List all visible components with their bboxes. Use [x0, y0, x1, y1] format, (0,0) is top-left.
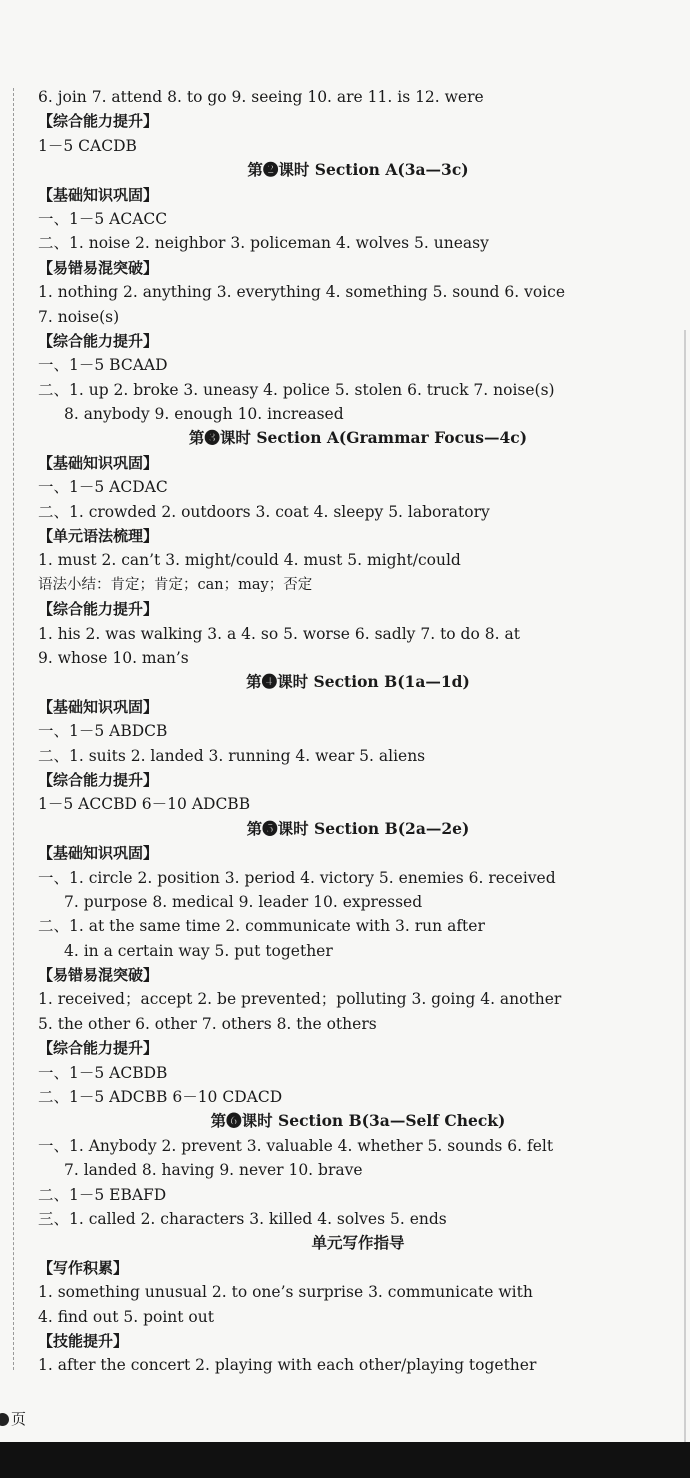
section-heading: 【技能提升】: [38, 1331, 129, 1350]
section-heading: 【综合能力提升】: [38, 600, 159, 619]
scan-bottom-border: [0, 1442, 690, 1478]
answer-line: 1. nothing 2. anything 3. everything 4. something 5. sound 6. voice: [38, 283, 566, 302]
answer-line: 一、1. circle 2. position 3. period 4. victory 5. enemies 6. received: [38, 868, 556, 887]
answer-line-continued: 7. landed 8. having 9. never 10. brave: [64, 1161, 363, 1180]
answer-line: 5. the other 6. other 7. others 8. the others: [38, 1014, 377, 1033]
section-heading: 【综合能力提升】: [38, 331, 159, 350]
answer-key-content: [38, 85, 678, 1378]
lesson-title: 第❹课时 Section B(1a—1d): [246, 672, 470, 692]
answer-line: 一、1－5 ACDAC: [38, 478, 168, 497]
page-edge-line: [684, 330, 686, 1450]
answer-line: 6. join 7. attend 8. to go 9. seeing 10. are 11. is 12. were: [38, 88, 484, 106]
page-label: 页: [11, 1410, 27, 1428]
answer-line: 1. received；accept 2. be prevented；polluting 3. going 4. another: [38, 990, 562, 1009]
page-number: [0, 1408, 26, 1429]
answer-line: 一、1－5 BCAAD: [38, 356, 168, 375]
section-heading: 【综合能力提升】: [38, 1039, 159, 1058]
answer-line: 1－5 ACCBD 6－10 ADCBB: [38, 795, 251, 814]
answer-line: 1. must 2. can’t 3. might/could 4. must 5. might/could: [38, 551, 461, 570]
answer-line: 7. noise(s): [38, 307, 120, 326]
answer-line: 一、1－5 ACACC: [38, 209, 168, 228]
section-heading: 【写作积累】: [38, 1258, 129, 1277]
grammar-summary: 语法小结：肯定；肯定；can；may；否定: [38, 576, 313, 593]
answer-line-continued: 7. purpose 8. medical 9. leader 10. expressed: [64, 892, 423, 911]
answer-line: 三、1. called 2. characters 3. killed 4. solves 5. ends: [38, 1209, 447, 1228]
lesson-title: 第❺课时 Section B(2a—2e): [246, 818, 470, 838]
answer-line: 二、1. at the same time 2. communicate with 3. run after: [38, 917, 485, 936]
answer-line-continued: 8. anybody 9. enough 10. increased: [64, 405, 344, 424]
answer-line: 二、1. suits 2. landed 3. running 4. wear 5. aliens: [38, 746, 426, 765]
section-heading: 【综合能力提升】: [38, 112, 159, 131]
answer-line: 二、1. up 2. broke 3. uneasy 4. police 5. stolen 6. truck 7. noise(s): [38, 380, 555, 399]
answer-line: 二、1－5 EBAFD: [38, 1185, 167, 1204]
answer-line: 一、1. Anybody 2. prevent 3. valuable 4. whether 5. sounds 6. felt: [38, 1136, 554, 1155]
answer-line: 二、1. crowded 2. outdoors 3. coat 4. sleepy 5. laboratory: [38, 502, 490, 521]
answer-line: 1. after the concert 2. playing with each other/playing together: [38, 1356, 537, 1375]
section-heading: 【基础知识巩固】: [38, 185, 159, 204]
section-heading: 【基础知识巩固】: [38, 453, 159, 472]
section-heading: 【基础知识巩固】: [38, 697, 159, 716]
lesson-title: 第❷课时 Section A(3a—3c): [247, 160, 469, 180]
lesson-title: 单元写作指导: [311, 1233, 405, 1253]
margin-dashed-line: [13, 88, 14, 1370]
answer-line-continued: 4. in a certain way 5. put together: [64, 941, 333, 960]
answer-line: 一、1－5 ABDCB: [38, 722, 168, 741]
answer-line: 1. his 2. was walking 3. a 4. so 5. worse 6. sadly 7. to do 8. at: [38, 624, 520, 643]
answer-line: 9. whose 10. man’s: [38, 648, 189, 667]
answer-line: 1－5 CACDB: [38, 136, 137, 155]
page-number-badge-icon: [0, 1413, 9, 1426]
lesson-title: 第❸课时 Section A(Grammar Focus—4c): [188, 428, 528, 448]
answer-line: 二、1－5 ADCBB 6－10 CDACD: [38, 1088, 283, 1107]
section-heading: 【易错易混突破】: [38, 258, 159, 277]
answer-line: 二、1. noise 2. neighbor 3. policeman 4. wolves 5. uneasy: [38, 234, 489, 253]
section-heading: 【单元语法梳理】: [38, 527, 159, 546]
section-heading: 【综合能力提升】: [38, 770, 159, 789]
answer-line: 一、1－5 ACBDB: [38, 1063, 168, 1082]
lesson-title: 第❻课时 Section B(3a—Self Check): [210, 1111, 506, 1131]
section-heading: 【易错易混突破】: [38, 966, 159, 985]
section-heading: 【基础知识巩固】: [38, 844, 159, 863]
answer-line: 4. find out 5. point out: [38, 1307, 214, 1326]
answer-line: 1. something unusual 2. to one’s surprise 3. communicate with: [38, 1283, 533, 1302]
